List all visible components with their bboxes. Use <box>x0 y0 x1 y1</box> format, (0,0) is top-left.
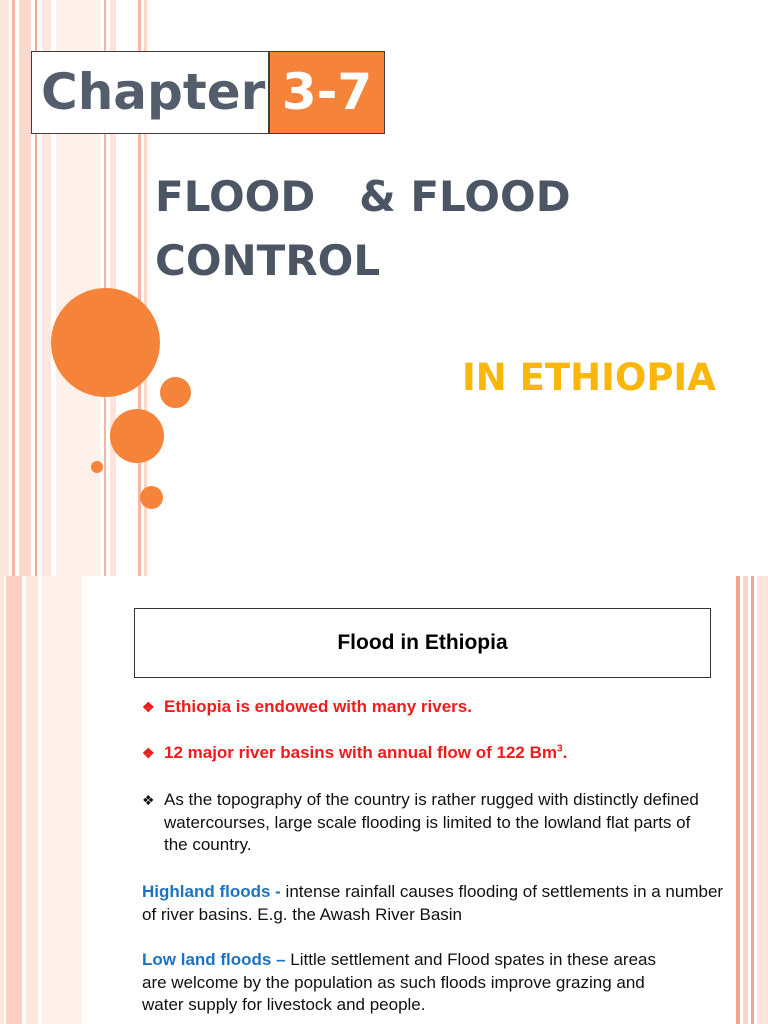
bullet-item <box>142 789 717 857</box>
title-line-1: FLOOD & FLOOD <box>155 172 571 221</box>
decorative-circle <box>110 409 164 463</box>
decorative-circle <box>91 461 103 473</box>
decorative-stripe <box>0 0 9 576</box>
decorative-stripe <box>26 576 38 1024</box>
lowland-label: Low land floods – <box>142 950 286 969</box>
slide-heading: Flood in Ethiopia <box>134 608 711 678</box>
paragraph-lowland <box>142 949 682 1017</box>
decorative-stripe <box>757 576 768 1024</box>
decorative-stripe <box>42 576 82 1024</box>
highland-label: Highland floods - <box>142 882 281 901</box>
decorative-stripe <box>0 576 4 1024</box>
decorative-stripe <box>6 576 22 1024</box>
decorative-circle <box>140 486 163 509</box>
bullet-item <box>142 742 732 765</box>
highland-text: intense rainfall causes flooding of settlements in a number of river basins. E.g. the Awash River Basin <box>142 882 724 924</box>
bullet-text-main: 12 major river basins with annual flow of 122 Bm <box>164 743 558 762</box>
decorative-stripe <box>12 0 15 576</box>
diamond-bullet-icon: ❖ <box>142 792 155 808</box>
decorative-stripe <box>751 576 754 1024</box>
content-slide <box>0 576 768 1024</box>
chapter-label-box <box>31 51 269 134</box>
decorative-stripe <box>736 576 740 1024</box>
decorative-circle <box>160 377 191 408</box>
chapter-number-badge: 3-7 <box>269 51 385 134</box>
superscript: 3 <box>557 743 563 755</box>
chapter-word: Chapter <box>41 63 266 121</box>
diamond-bullet-icon: ❖ <box>142 745 155 761</box>
paragraph-highland <box>142 881 732 926</box>
bullet-text: As the topography of the country is rather rugged with distinctly defined watercourses, large scale flooding is limited to the lowland flat parts of the country. <box>164 790 699 854</box>
decorative-circle <box>51 288 160 397</box>
diamond-bullet-icon: ❖ <box>142 699 155 715</box>
bullet-text <box>164 742 567 765</box>
title-line-2: CONTROL <box>155 236 381 285</box>
bullet-text: Ethiopia is endowed with many rivers. <box>164 697 472 716</box>
slide-subtitle: IN ETHIOPIA <box>462 356 716 399</box>
lowland-text: Little settlement and Flood spates in these areas are welcome by the population as such floods improve grazing and water supply for livestock and people. <box>142 950 657 1014</box>
bullet-text-end: . <box>562 743 568 762</box>
slide-title <box>155 165 715 293</box>
decorative-stripe <box>743 576 748 1024</box>
decorative-stripe <box>19 0 31 576</box>
bullet-item <box>142 696 732 719</box>
